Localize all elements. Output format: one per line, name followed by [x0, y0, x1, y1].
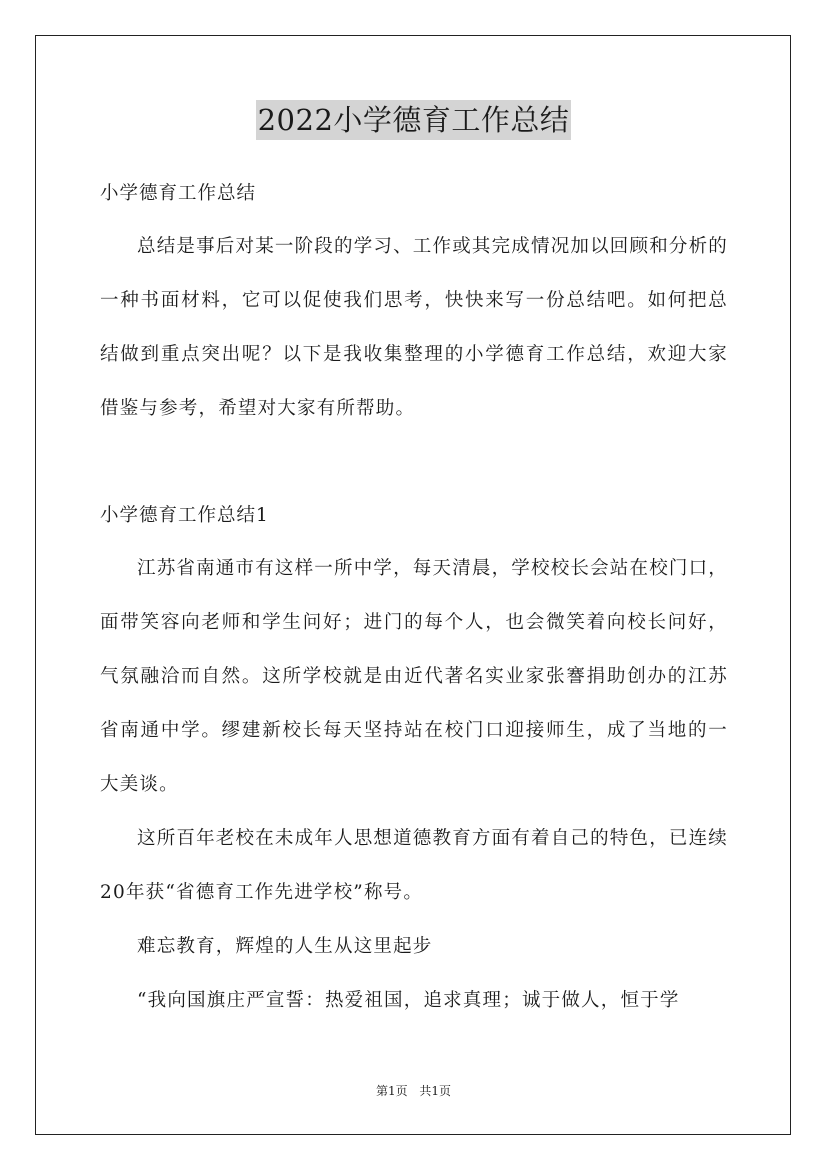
- page-footer: [0, 1083, 827, 1099]
- page-number: 第1页: [375, 1084, 408, 1098]
- document-body: [100, 174, 728, 1028]
- intro-paragraph: 总结是事后对某一阶段的学习、工作或其完成情况加以回顾和分析的一种书面材料，它可以促使我们思考，快快来写一份总结吧。如何把总结做到重点突出呢？以下是我收集整理的小学德育工作总结，欢迎大家借鉴与参考，希望对大家有所帮助。: [100, 236, 729, 419]
- section1-paragraph-2: 这所百年老校在未成年人思想道德教育方面有着自己的特色，已连续20年获“省德育工作先进学校”称号。: [100, 828, 729, 903]
- section-spacer: [100, 436, 728, 496]
- section1-paragraph-3: 难忘教育，辉煌的人生从这里起步: [137, 936, 433, 957]
- page-total: 共1页: [419, 1084, 452, 1098]
- title-container: [0, 100, 827, 140]
- section1-heading: 小学德育工作总结1: [100, 505, 269, 526]
- intro-heading: 小学德育工作总结: [100, 183, 257, 204]
- section1-paragraph-4: “我向国旗庄严宣誓：热爱祖国，追求真理；诚于做人，恒于学: [137, 990, 680, 1011]
- document-title: 2022小学德育工作总结: [256, 100, 572, 140]
- section1-paragraph-1: 江苏省南通市有这样一所中学，每天清晨，学校校长会站在校门口，面带笑容向老师和学生问好；进门的每个人，也会微笑着向校长问好，气氛融洽而自然。这所学校就是由近代著名实业家张謇捐助创办的江苏省南通中学。缪建新校长每天坚持站在校门口迎接师生，成了当地的一大美谈。: [100, 558, 729, 795]
